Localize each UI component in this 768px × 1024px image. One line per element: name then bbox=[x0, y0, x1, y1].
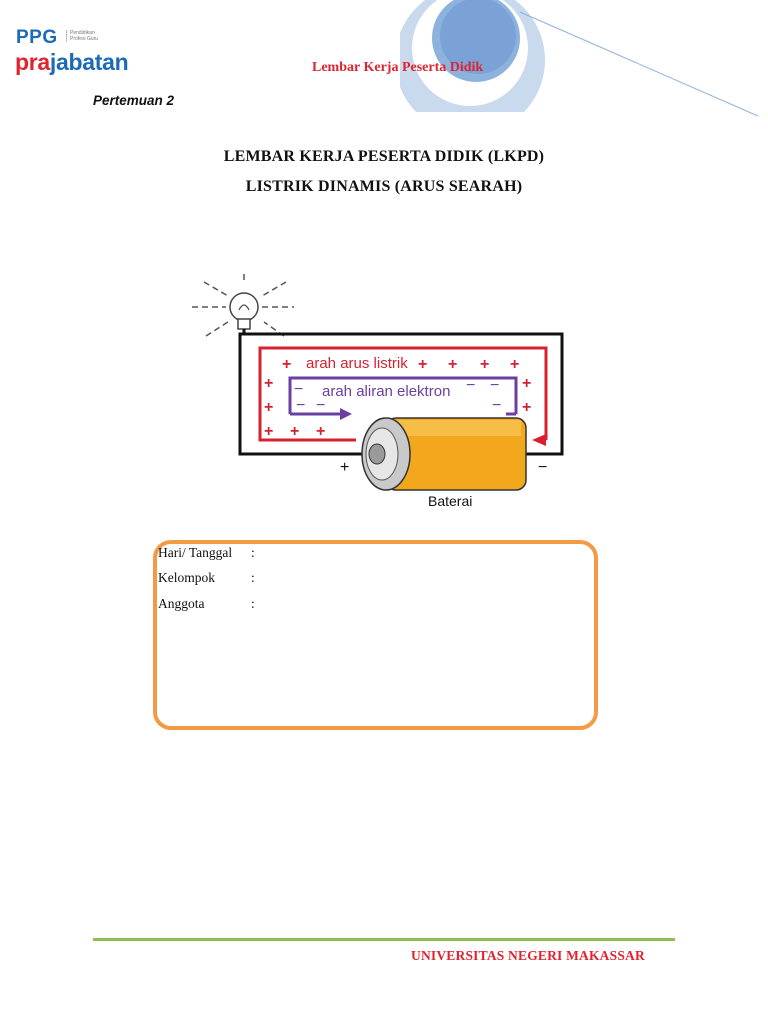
svg-text:+: + bbox=[418, 356, 428, 373]
current-arrow bbox=[532, 434, 546, 446]
svg-text:+: + bbox=[290, 423, 300, 440]
current-label: arah arus listrik bbox=[306, 355, 408, 372]
logo-prajabatan-rest: jabatan bbox=[49, 49, 129, 75]
battery-plus: + bbox=[340, 459, 350, 476]
battery-label: Baterai bbox=[428, 493, 473, 509]
svg-text:+: + bbox=[316, 423, 326, 440]
battery-minus: − bbox=[538, 459, 548, 476]
svg-text:+: + bbox=[522, 399, 532, 416]
group-label: Kelompok bbox=[158, 570, 215, 585]
svg-text:+: + bbox=[264, 399, 274, 416]
svg-text:−: − bbox=[492, 397, 502, 414]
logo-subtitle: Pendidikan Profesi Guru bbox=[66, 30, 110, 42]
svg-text:+: + bbox=[282, 356, 292, 373]
meeting-label: Pertemuan 2 bbox=[93, 93, 175, 108]
logo-prajabatan: prajabatan bbox=[15, 49, 129, 75]
main-title-line-1: LEMBAR KERJA PESERTA DIDIK (LKPD) bbox=[223, 148, 545, 165]
svg-text:−: − bbox=[490, 377, 500, 394]
svg-text:−: − bbox=[466, 377, 476, 394]
svg-text:+: + bbox=[522, 375, 532, 392]
group-info-box bbox=[153, 540, 598, 730]
electron-label: arah aliran elektron bbox=[322, 383, 451, 400]
battery-icon bbox=[362, 418, 526, 490]
svg-text:−: − bbox=[296, 397, 306, 414]
svg-text:+: + bbox=[510, 356, 520, 373]
day-date-label: Hari/ Tanggal bbox=[158, 545, 233, 560]
svg-text:+: + bbox=[264, 375, 274, 392]
svg-text:+: + bbox=[264, 423, 274, 440]
footer-university: UNIVERSITAS NEGERI MAKASSAR bbox=[411, 948, 645, 963]
svg-text:−: − bbox=[294, 381, 304, 398]
svg-text:−: − bbox=[316, 397, 326, 414]
day-date-colon: : bbox=[251, 545, 255, 560]
members-colon: : bbox=[251, 596, 255, 611]
main-title-line-2: LISTRIK DINAMIS (ARUS SEARAH) bbox=[245, 178, 523, 195]
circuit-figure bbox=[176, 274, 576, 512]
electron-arrow bbox=[340, 408, 352, 420]
footer-divider bbox=[93, 938, 675, 941]
members-label: Anggota bbox=[158, 596, 205, 611]
logo-ppg: PPG bbox=[16, 27, 58, 48]
group-colon: : bbox=[251, 570, 255, 585]
lamp-icon bbox=[230, 293, 258, 329]
svg-text:+: + bbox=[448, 356, 458, 373]
header-title: Lembar Kerja Peserta Didik bbox=[312, 60, 484, 75]
svg-text:+: + bbox=[480, 356, 490, 373]
